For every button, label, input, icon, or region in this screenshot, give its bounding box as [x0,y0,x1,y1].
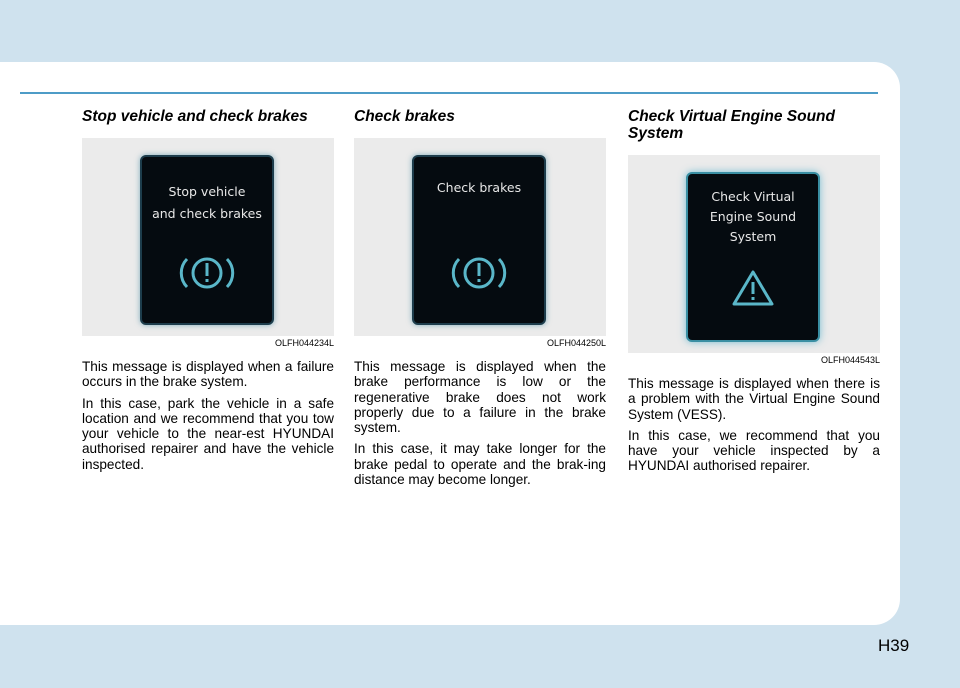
section-stop-vehicle [82,108,334,478]
display-message-line3: System [729,229,777,244]
paragraph: This message is displayed when the brake performance is low or the regenerative brake does not work properly due to a failure in the brake system. [354,359,606,436]
figure-code: OLFH044250L [546,338,606,348]
paragraph: This message is displayed when a failure occurs in the brake system. [82,359,334,390]
display-screen [686,172,820,342]
display-message-line1: Check brakes [436,180,522,195]
display-message-line2: and check brakes [152,206,262,221]
figure-code: OLFH044543L [820,355,880,365]
brake-warning-icon [175,251,239,295]
figure-cluster-display [354,138,606,336]
header-rule [20,92,878,94]
section-check-brakes [354,108,606,493]
section-check-vess [628,108,880,480]
section-heading: Check brakes [354,108,455,125]
display-message-line1: Check Virtual [711,189,795,204]
display-message-line1: Stop vehicle [168,184,246,199]
page-number: H39 [878,636,910,655]
display-screen [412,155,546,325]
section-heading: Stop vehicle and check brakes [82,108,308,125]
display-message-line2: Engine Sound [709,209,797,224]
display-screen [140,155,274,325]
figure-cluster-display [628,155,880,353]
paragraph: In this case, we recommend that you have your vehicle inspected by a HYUNDAI authorised repairer. [628,427,880,474]
brake-warning-icon [447,251,511,295]
warning-triangle-icon [730,268,776,308]
paragraph: This message is displayed when there is a problem with the Virtual Engine Sound System (VESS). [628,376,880,422]
section-heading: Check Virtual Engine Sound System [628,108,835,142]
figure-cluster-display [82,138,334,336]
paragraph: In this case, park the vehicle in a safe location and we recommend that you tow your vehicle to the near-est HYUNDAI authorised repairer and have the vehicle inspected. [82,395,334,472]
paragraph: In this case, it may take longer for the brake pedal to operate and the brak-ing distance may become longer. [354,441,606,488]
figure-code: OLFH044234L [274,338,334,348]
